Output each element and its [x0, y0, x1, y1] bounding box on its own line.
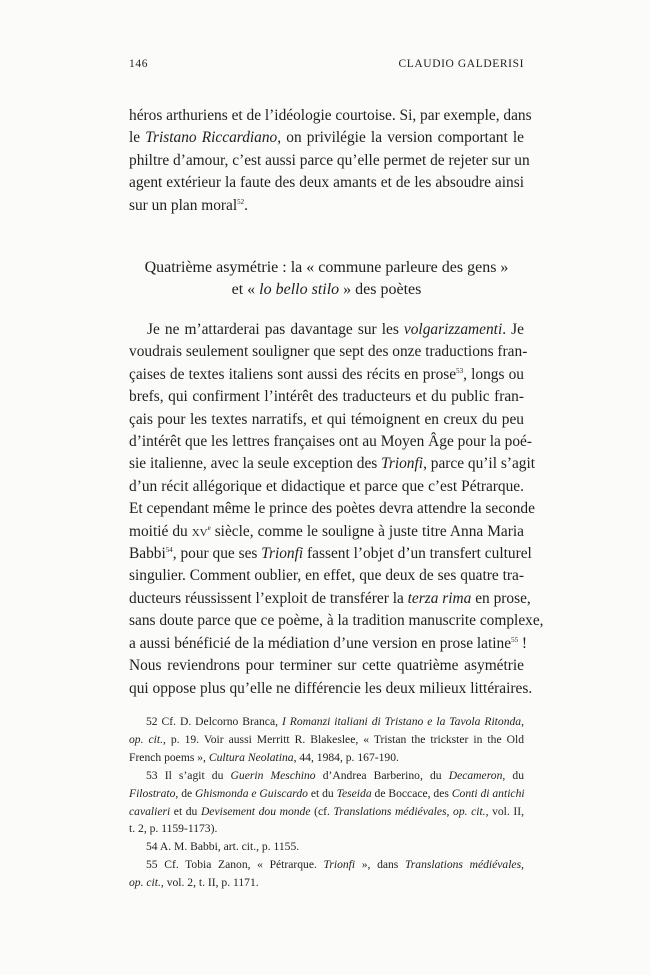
footnote-ref[interactable]: 53	[456, 366, 464, 375]
paragraph-continued	[129, 105, 532, 217]
footnote-ref[interactable]: 54	[165, 546, 173, 555]
heading-line: et « lo bello stilo » des poètes	[231, 281, 422, 298]
page-number: 146	[129, 58, 149, 70]
footnote-line: 55 Cf. Tobia Zanon, « Pétrarque. Trionfi », dans Translations médiévales,	[146, 858, 524, 872]
running-header	[129, 58, 524, 74]
text-line: moitié du $xv^e$ siècle, comme le souligne à juste titre Anna Maria	[129, 522, 524, 540]
text-line: Babbi$^{54}$, pour que ses Trionfi fassent l’objet d’un transfert culturel	[129, 545, 532, 563]
text-line: singulier. Comment oublier, en effet, que deux de ses quatre tra-	[129, 567, 524, 585]
footnote-ref[interactable]: 55	[511, 635, 519, 644]
text-line: agent extérieur la faute des deux amants et de les absoudre ainsi	[129, 174, 524, 192]
section-heading	[129, 257, 524, 301]
text-line: d’intérêt que les lettres françaises ont au Moyen Âge pour la poé-	[129, 433, 533, 451]
footnote-line: 52 Cf. D. Delcorno Branca, I Romanzi italiani di Tristano e la Tavola Ritonda,	[146, 715, 525, 728]
footnote-52	[129, 713, 524, 767]
text-line: le Tristano Riccardiano, on privilégie la version comportant le	[129, 129, 524, 147]
footnote-line: 54 A. M. Babbi, art. cit., p. 1155.	[146, 840, 300, 854]
footnote-ref[interactable]: 52	[237, 197, 245, 206]
text-line: Nous reviendrons pour terminer sur cette quatrième asymétrie	[129, 657, 524, 675]
paragraph	[129, 319, 544, 700]
footnote-line: t. 2, p. 1159-1173).	[129, 822, 218, 836]
text-line: Et cependant même le prince des poètes devra attendre la seconde	[129, 500, 535, 518]
text-line: philtre d’amour, c’est aussi parce qu’elle permet de rejeter sur un	[129, 151, 530, 169]
footnote-line: op. cit., vol. 2, t. II, p. 1171.	[129, 876, 259, 890]
text-line: héros arthuriens et de l’idéologie courtoise. Si, par exemple, dans	[129, 107, 532, 124]
footnote-line: op. cit., p. 19. Voir aussi Merritt R. Blakeslee, « Tristan the trickster in the Old	[129, 732, 524, 746]
text-line: voudrais seulement souligner que sept des onze traductions fran-	[129, 343, 528, 361]
text-line: d’un récit allégorique et didactique et parce que c’est Pétrarque.	[129, 477, 524, 495]
text-line: qui oppose plus qu’elle ne différencie les deux milieux littéraires.	[129, 679, 533, 697]
text-line: sur un plan moral$^{52}$.	[129, 196, 248, 214]
text-line: çaises de textes italiens sont aussi des récits en prose$^{53}$, longs ou	[129, 365, 524, 383]
footnote-53	[129, 767, 524, 839]
running-head-author: CLAUDIO GALDERISI	[398, 58, 524, 70]
footnotes	[129, 713, 524, 892]
footnote-line: Filostrato, de Ghismonda e Guiscardo et du Teseida de Boccace, des Conti di antichi	[129, 786, 525, 800]
text-line: sie italienne, avec la seule exception des Trionfi, parce qu’il s’agit	[129, 455, 536, 473]
text-line: sans doute parce que ce poème, à la tradition manuscrite complexe,	[129, 612, 544, 630]
text-line: Je ne m’attarderai pas davantage sur les volgarizzamenti. Je	[147, 321, 524, 338]
footnote-line: French poems », Cultura Neolatina, 44, 1984, p. 167-190.	[129, 750, 399, 764]
text-line: a aussi bénéficié de la médiation d’une version en prose latine$^{55}$ !	[129, 634, 528, 652]
text-line: brefs, qui confirment l’intérêt des traducteurs et du public fran-	[129, 388, 524, 406]
text-line: çais pour les textes narratifs, et qui témoignent en creux du peu	[129, 410, 524, 428]
footnote-54	[129, 838, 524, 856]
italic-title: Tristano Riccardiano	[145, 129, 278, 147]
text-line: ducteurs réussissent l’exploit de transférer la terza rima en prose,	[129, 589, 531, 607]
heading-line: Quatrième asymétrie : la « commune parleure des gens »	[144, 259, 509, 276]
footnote-line: cavalieri et du Devisement dou monde (cf. Translations médiévales, op. cit., vol. II,	[129, 804, 524, 818]
footnote-55	[129, 856, 524, 892]
footnote-line: 53 Il s’agit du Guerin Meschino d’Andrea Barberino, du Decameron, du	[146, 768, 524, 782]
